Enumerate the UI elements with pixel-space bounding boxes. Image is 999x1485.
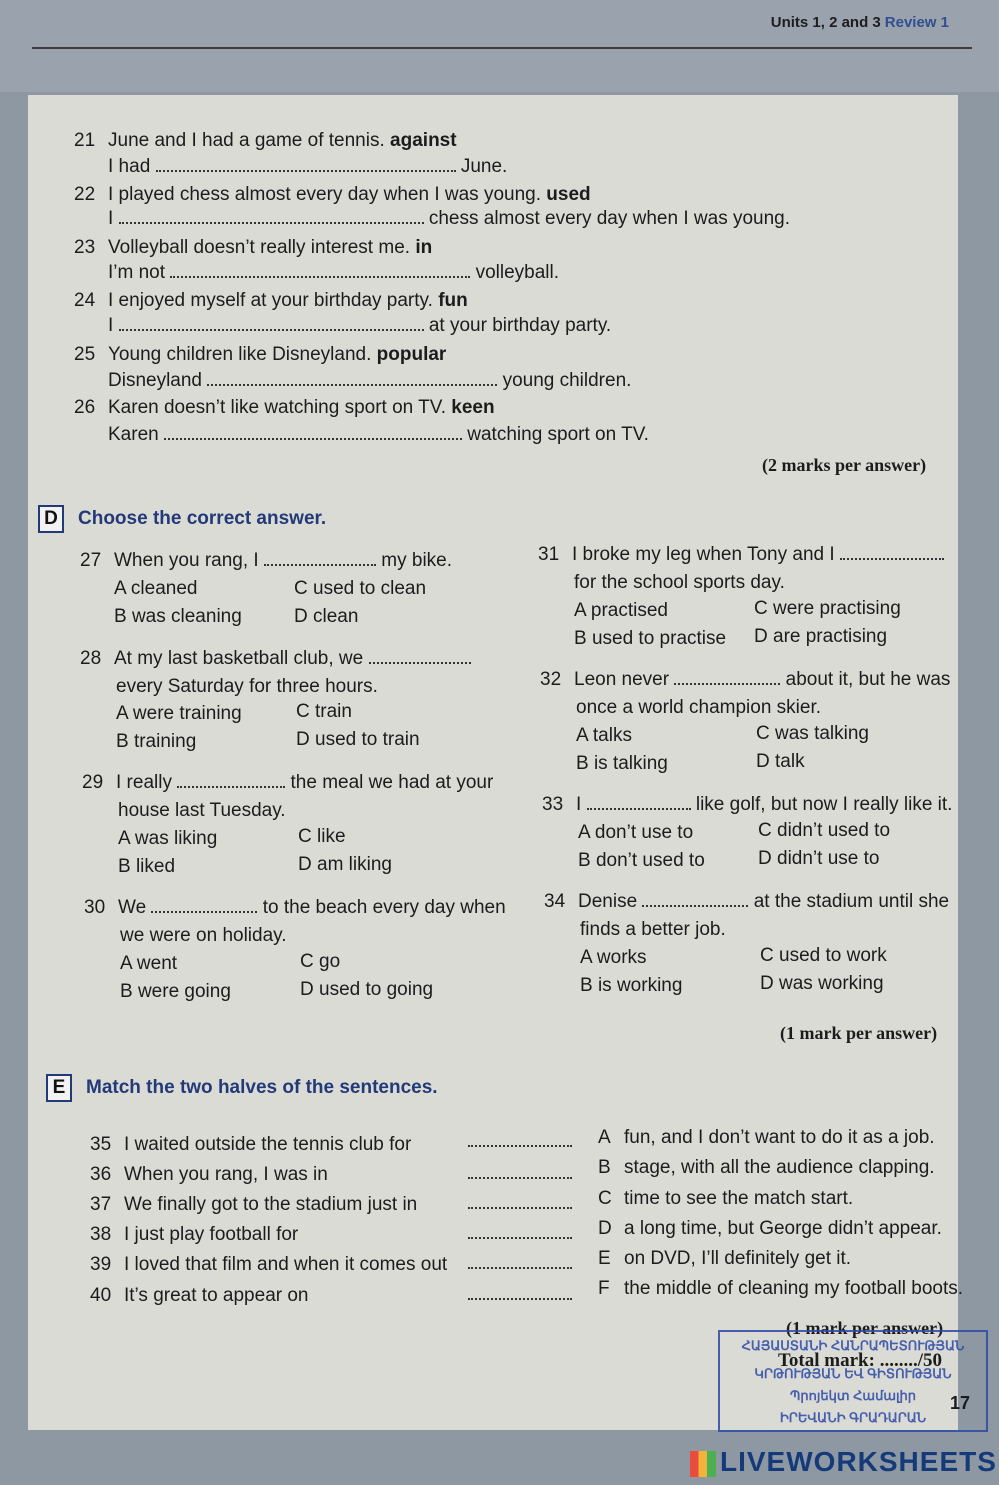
stamp-line-1: ՀԱՅԱՍՏԱՆԻ ՀԱՆՐԱՊԵՏՈՒԹՅԱՆ — [741, 1338, 965, 1353]
q33-stem: 33 I like golf, but now I really like it. — [542, 794, 953, 815]
total-mark: Total mark: ......../50 — [778, 1350, 942, 1371]
match-right-c: C time to see the match start. — [598, 1188, 854, 1209]
q28-option-d[interactable]: D used to train — [296, 729, 420, 750]
q24-line2: I at your birthday party. — [108, 315, 612, 336]
q33-option-d[interactable]: D didn’t use to — [758, 848, 880, 869]
liveworksheets-logo — [690, 1446, 997, 1478]
q26-line2: Karen watching sport on TV. — [108, 424, 649, 445]
q26-line1: 26 Karen doesn’t like watching sport on TV. keen — [74, 397, 495, 418]
q32-option-b[interactable]: B is talking — [576, 753, 668, 774]
q32-option-d[interactable]: D talk — [756, 751, 805, 772]
section-d-title: Choose the correct answer. — [78, 508, 327, 529]
q31-blank[interactable] — [840, 543, 944, 560]
match-left-36: 36 When you rang, I was in — [90, 1164, 328, 1185]
q21-blank[interactable] — [156, 155, 456, 172]
match-blank-40[interactable] — [468, 1283, 572, 1300]
q34-option-d[interactable]: D was working — [760, 973, 884, 994]
q28-option-a[interactable]: A were training — [116, 703, 242, 724]
q30-option-b[interactable]: B were going — [120, 981, 231, 1002]
match-blank-39[interactable] — [468, 1252, 572, 1269]
q23-line1: 23 Volleyball doesn’t really interest me. in — [74, 237, 433, 258]
q32-option-c[interactable]: C was talking — [756, 723, 869, 744]
q25-line2: Disneyland young children. — [108, 370, 632, 391]
q23-line2: I’m not volleyball. — [108, 262, 560, 283]
q34-blank[interactable] — [642, 890, 748, 907]
q24-line1: 24 I enjoyed myself at your birthday party. fun — [74, 290, 468, 311]
section-d-heading — [38, 505, 326, 533]
section-e-heading — [46, 1074, 438, 1102]
q21-line1: 21 June and I had a game of tennis. against — [74, 130, 457, 151]
q30-blank[interactable] — [151, 896, 257, 913]
marks-note-c: (2 marks per answer) — [762, 455, 927, 475]
q27-option-c[interactable]: C used to clean — [294, 578, 427, 599]
match-right-b: B stage, with all the audience clapping. — [598, 1157, 935, 1178]
marks-note-d: (1 mark per answer) — [780, 1023, 938, 1043]
q30-stem-line2: we were on holiday. — [120, 925, 287, 946]
q32-stem: 32 Leon never about it, but he was — [540, 669, 951, 690]
q29-stem: 29 I really the meal we had at your — [82, 772, 494, 793]
q29-option-a[interactable]: A was liking — [118, 828, 218, 849]
q33-option-a[interactable]: A don’t use to — [578, 822, 694, 843]
match-right-f: F the middle of cleaning my football boots. — [598, 1278, 964, 1299]
q28-stem: 28 At my last basketball club, we — [80, 646, 471, 672]
q30-stem: 30 We to the beach every day when — [84, 897, 506, 918]
q31-option-b[interactable]: B used to practise — [574, 628, 727, 649]
marks-note-e: (1 mark per answer) — [786, 1318, 944, 1338]
match-left-37: 37 We finally got to the stadium just in — [90, 1194, 418, 1215]
match-right-a: A fun, and I don’t want to do it as a job. — [598, 1127, 935, 1148]
q21-line2: I had June. — [108, 156, 508, 177]
q27-blank[interactable] — [264, 549, 376, 566]
q31-stem-line2: for the school sports day. — [574, 572, 785, 593]
q27-stem: 27 When you rang, I my bike. — [80, 550, 453, 571]
q34-stem: 34 Denise at the stadium until she — [544, 891, 950, 912]
q32-option-a[interactable]: A talks — [576, 725, 632, 746]
q28-stem-line2: every Saturday for three hours. — [116, 676, 378, 697]
q22-line2: I chess almost every day when I was young. — [108, 208, 791, 229]
q30-option-a[interactable]: A went — [120, 953, 178, 974]
q34-option-c[interactable]: C used to work — [760, 945, 887, 966]
q27-option-b[interactable]: B was cleaning — [114, 606, 242, 627]
section-e-letter: E — [46, 1074, 72, 1102]
q34-stem-line2: finds a better job. — [580, 919, 726, 940]
q31-option-c[interactable]: C were practising — [754, 598, 901, 619]
page-number: 17 — [950, 1393, 971, 1413]
match-blank-37[interactable] — [468, 1192, 572, 1209]
total-mark-blank[interactable]: ........ — [879, 1350, 918, 1371]
q28-option-b[interactable]: B training — [116, 731, 197, 752]
q29-option-c[interactable]: C like — [298, 826, 346, 847]
section-d-letter: D — [38, 505, 64, 533]
match-right-d: D a long time, but George didn’t appear. — [598, 1218, 942, 1239]
q32-stem-line2: once a world champion skier. — [576, 697, 822, 718]
q33-blank[interactable] — [587, 793, 691, 810]
header-divider — [32, 47, 972, 49]
q24-blank[interactable] — [119, 314, 424, 331]
match-right-e: E on DVD, I’ll definitely get it. — [598, 1248, 852, 1269]
match-left-38: 38 I just play football for — [90, 1224, 299, 1245]
q23-blank[interactable] — [170, 261, 470, 278]
q25-blank[interactable] — [207, 369, 497, 386]
q25-line1: 25 Young children like Disneyland. popular — [74, 344, 447, 365]
liveworksheets-text: LIVEWORKSHEETS — [720, 1446, 997, 1477]
q29-option-b[interactable]: B liked — [118, 856, 176, 877]
q31-option-d[interactable]: D are practising — [754, 626, 888, 647]
q31-option-a[interactable]: A practised — [574, 600, 668, 621]
q26-blank[interactable] — [164, 423, 462, 440]
q28-option-c[interactable]: C train — [296, 701, 352, 722]
q33-option-b[interactable]: B don’t used to — [578, 850, 705, 871]
q34-option-b[interactable]: B is working — [580, 975, 683, 996]
match-left-40: 40 It’s great to appear on — [90, 1285, 309, 1306]
units-label: Units 1, 2 and 3 — [770, 14, 881, 31]
q22-line1: 22 I played chess almost every day when I was young. used — [74, 184, 591, 205]
q29-option-d[interactable]: D am liking — [298, 854, 392, 875]
q28-blank[interactable] — [369, 647, 471, 664]
section-e-title: Match the two halves of the sentences. — [86, 1077, 438, 1098]
q27-option-a[interactable]: A cleaned — [114, 578, 198, 599]
stamp-line-3: Պրոյեկտ Համալիր — [789, 1388, 917, 1403]
review-label: Review 1 — [884, 14, 949, 31]
stamp-line-4: ԻՐԵՎԱՆԻ ԳՐԱԴԱՐԱՆ — [779, 1410, 927, 1425]
match-blank-35[interactable] — [468, 1130, 572, 1147]
q22-blank[interactable] — [119, 207, 424, 224]
q29-blank[interactable] — [177, 771, 285, 788]
q34-option-a[interactable]: A works — [580, 947, 647, 968]
q27-option-d[interactable]: D clean — [294, 606, 359, 627]
q29-stem-line2: house last Tuesday. — [118, 800, 286, 821]
unit-header — [771, 14, 949, 31]
match-left-39: 39 I loved that film and when it comes out — [90, 1254, 448, 1275]
match-blank-36[interactable] — [468, 1162, 572, 1179]
q30-option-d[interactable]: D used to going — [300, 979, 434, 1000]
q33-option-c[interactable]: C didn’t used to — [758, 820, 891, 841]
q31-stem: 31 I broke my leg when Tony and I — [538, 542, 944, 568]
q32-blank[interactable] — [674, 668, 780, 685]
q30-option-c[interactable]: C go — [300, 951, 341, 972]
liveworksheets-icon — [690, 1451, 716, 1477]
match-blank-38[interactable] — [468, 1222, 572, 1239]
match-left-35: 35 I waited outside the tennis club for — [90, 1134, 412, 1155]
stamp-line-2: ԿՐԹՈՒԹՅԱՆ ԵՎ ԳԻՏՈՒԹՅԱՆ — [754, 1366, 952, 1381]
library-stamp — [718, 1330, 988, 1432]
